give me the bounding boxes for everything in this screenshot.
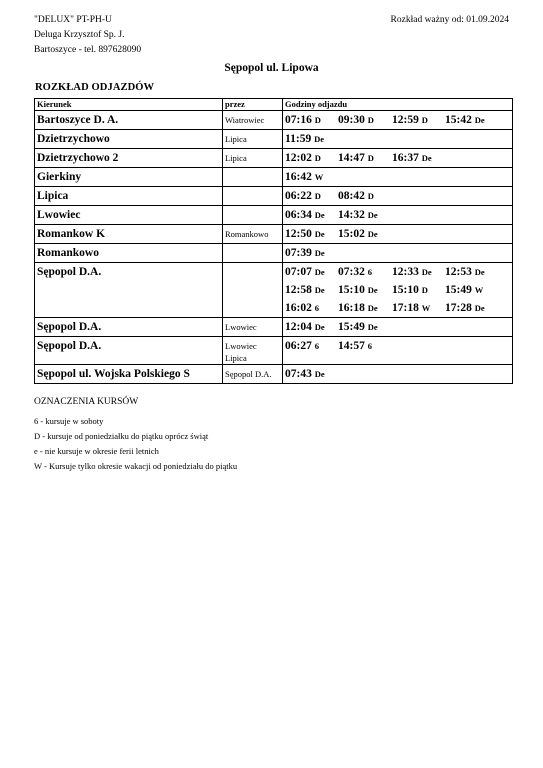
departure-times-cell [283, 337, 513, 365]
departure-time [445, 299, 485, 317]
direction-cell: Dzietrzychowo [35, 130, 223, 149]
time-value: 07:39 [285, 247, 312, 259]
departure-time [392, 111, 428, 129]
departure-time [338, 111, 374, 129]
company-owner: Deluga Krzysztof Sp. J. [34, 30, 125, 40]
departure-time [392, 149, 432, 167]
direction-cell: Dzietrzychowo 2 [35, 149, 223, 168]
legend-item: D - kursuje od poniedziałku do piątku oprócz świąt [34, 431, 209, 441]
via-cell [223, 187, 283, 206]
legend-list [34, 414, 237, 474]
via-stop: Lwowiec [225, 341, 257, 351]
via-stop: Lipica [225, 134, 247, 144]
departure-times-cell [283, 365, 513, 384]
table-header-row [35, 99, 513, 111]
via-cell [223, 244, 283, 263]
via-stop: Lipica [225, 153, 247, 163]
departure-times-cell [283, 149, 513, 168]
time-value: 06:34 [285, 209, 312, 221]
departure-time [285, 318, 325, 336]
departure-time [445, 111, 485, 129]
time-value: 08:42 [338, 190, 365, 202]
course-marker: 6 [314, 341, 319, 351]
time-value: 07:43 [285, 368, 312, 380]
departure-times-cell [283, 318, 513, 337]
course-marker: De [314, 248, 325, 258]
departure-times-cell [283, 168, 513, 187]
departure-time [285, 365, 325, 383]
course-marker: De [421, 153, 432, 163]
course-marker: D [367, 191, 374, 201]
course-marker: D [367, 115, 374, 125]
departure-time [285, 187, 321, 205]
via-cell [223, 130, 283, 149]
time-value: 17:28 [445, 302, 472, 314]
departure-time [285, 281, 325, 299]
course-marker: D [421, 285, 428, 295]
time-value: 12:58 [285, 284, 312, 296]
departure-time [392, 281, 428, 299]
direction-cell: Sępopol D.A. [35, 337, 223, 365]
via-stop: Lipica [225, 353, 247, 363]
course-marker: 6 [367, 341, 372, 351]
departure-time [285, 244, 325, 262]
via-cell [223, 263, 283, 318]
via-cell [223, 365, 283, 384]
departure-time [338, 149, 374, 167]
departure-time [338, 206, 378, 224]
via-cell [223, 225, 283, 244]
departure-time [445, 281, 483, 299]
time-line [285, 365, 512, 383]
departure-times-cell [283, 244, 513, 263]
time-line [285, 281, 512, 299]
time-value: 07:07 [285, 266, 312, 278]
departure-times-cell [283, 130, 513, 149]
time-value: 12:50 [285, 228, 312, 240]
direction-cell: Lwowiec [35, 206, 223, 225]
via-stop: Romankowo [225, 229, 269, 239]
table-row [35, 130, 513, 149]
time-line [285, 299, 512, 317]
departure-time [285, 299, 319, 317]
departure-time [392, 263, 432, 281]
course-marker: 6 [367, 267, 372, 277]
course-marker: De [314, 134, 324, 144]
via-cell [223, 337, 283, 365]
course-marker: De [474, 267, 485, 277]
table-row [35, 149, 513, 168]
course-marker: D [314, 191, 321, 201]
departure-time [285, 225, 325, 243]
direction-cell: Romankowo [35, 244, 223, 263]
time-value: 11:59 [285, 133, 312, 145]
course-marker: De [314, 285, 325, 295]
time-value: 15:02 [338, 228, 365, 240]
via-cell [223, 149, 283, 168]
course-marker: D [421, 115, 428, 125]
time-line [285, 130, 512, 148]
time-line [285, 206, 512, 224]
departure-times-cell [283, 111, 513, 130]
departure-times-cell [283, 225, 513, 244]
departure-time [285, 111, 321, 129]
company-contact: Bartoszyce - tel. 897628090 [34, 45, 142, 55]
departure-time [285, 149, 321, 167]
course-marker: De [421, 267, 432, 277]
departure-time [338, 187, 374, 205]
legend-item: 6 - kursuje w soboty [34, 416, 104, 426]
course-marker: De [367, 210, 378, 220]
table-row [35, 187, 513, 206]
time-value: 16:18 [338, 302, 365, 314]
table-body [35, 111, 513, 384]
time-value: 17:18 [392, 302, 419, 314]
time-value: 12:02 [285, 152, 312, 164]
departure-time [445, 263, 485, 281]
course-marker: De [474, 115, 485, 125]
column-header-times: Godziny odjazdu [283, 99, 513, 111]
table-row [35, 225, 513, 244]
time-line [285, 149, 512, 167]
time-line [285, 111, 512, 129]
time-value: 12:53 [445, 266, 472, 278]
time-value: 09:30 [338, 114, 365, 126]
table-row [35, 337, 513, 365]
departure-time [338, 337, 372, 355]
section-title: ROZKŁAD ODJAZDÓW [35, 82, 155, 93]
departure-table [34, 98, 513, 384]
course-marker: 6 [314, 303, 319, 313]
course-marker: De [367, 322, 378, 332]
time-value: 14:57 [338, 340, 365, 352]
direction-cell: Sępopol ul. Wojska Polskiego S [35, 365, 223, 384]
time-value: 14:47 [338, 152, 365, 164]
course-marker: De [367, 229, 378, 239]
time-value: 15:49 [338, 321, 365, 333]
direction-cell: Lipica [35, 187, 223, 206]
time-value: 15:10 [392, 284, 419, 296]
time-value: 12:04 [285, 321, 312, 333]
via-stop: Lwowiec [225, 322, 257, 332]
direction-cell: Bartoszyce D. A. [35, 111, 223, 130]
time-value: 16:42 [285, 171, 312, 183]
departure-time [285, 263, 325, 281]
time-line [285, 168, 512, 186]
course-marker: D [314, 115, 321, 125]
validity-date: Rozkład ważny od: 01.09.2024 [390, 15, 509, 25]
legend-item: W - Kursuje tylko okresie wakacji od poniedziału do piątku [34, 461, 238, 471]
departure-times-cell [283, 206, 513, 225]
column-header-direction: Kierunek [35, 99, 223, 111]
time-line [285, 318, 512, 336]
time-value: 16:37 [392, 152, 419, 164]
time-line [285, 225, 512, 243]
time-value: 12:59 [392, 114, 419, 126]
via-cell [223, 111, 283, 130]
course-marker: De [314, 229, 325, 239]
course-marker: W [314, 172, 324, 182]
table-row [35, 168, 513, 187]
via-cell [223, 318, 283, 337]
departure-time [285, 337, 319, 355]
time-value: 06:27 [285, 340, 312, 352]
course-marker: De [314, 210, 325, 220]
table-row [35, 365, 513, 384]
time-value: 07:16 [285, 114, 312, 126]
legend-title: OZNACZENIA KURSÓW [34, 397, 139, 407]
course-marker: De [367, 285, 378, 295]
course-marker: D [367, 153, 374, 163]
company-name: "DELUX" PT-PH-U [34, 15, 112, 25]
course-marker: De [474, 303, 485, 313]
via-cell [223, 206, 283, 225]
time-value: 15:49 [445, 284, 472, 296]
departure-time [338, 281, 378, 299]
legend-item: e - nie kursuje w okresie ferii letnich [34, 446, 159, 456]
course-marker: De [314, 322, 325, 332]
table-row [35, 263, 513, 318]
course-marker: De [314, 369, 325, 379]
direction-cell: Sępopol D.A. [35, 318, 223, 337]
direction-cell: Gierkiny [35, 168, 223, 187]
time-line [285, 337, 512, 355]
time-line [285, 187, 512, 205]
time-value: 15:42 [445, 114, 472, 126]
course-marker: D [314, 153, 321, 163]
table-row [35, 206, 513, 225]
time-value: 16:02 [285, 302, 312, 314]
time-value: 14:32 [338, 209, 365, 221]
course-marker: W [421, 303, 431, 313]
time-value: 07:32 [338, 266, 365, 278]
column-header-via: przez [223, 99, 283, 111]
departure-times-cell [283, 263, 513, 318]
departure-time [338, 318, 378, 336]
table-row [35, 244, 513, 263]
departure-time [285, 206, 325, 224]
time-value: 15:10 [338, 284, 365, 296]
table-row [35, 318, 513, 337]
course-marker: De [367, 303, 378, 313]
via-stop: Sępopol D.A. [225, 369, 272, 379]
departure-time [285, 168, 323, 186]
time-line [285, 263, 512, 281]
via-stop: Wiatrowiec [225, 115, 265, 125]
table-row [35, 111, 513, 130]
via-cell [223, 168, 283, 187]
course-marker: W [474, 285, 484, 295]
departure-time [338, 299, 378, 317]
direction-cell: Sępopol D.A. [35, 263, 223, 318]
departure-time [338, 263, 372, 281]
course-marker: De [314, 267, 325, 277]
time-line [285, 244, 512, 262]
time-value: 06:22 [285, 190, 312, 202]
company-info [34, 13, 141, 58]
departure-time [392, 299, 430, 317]
stop-name: Sępopol ul. Lipowa [224, 62, 319, 74]
departure-time [285, 130, 324, 148]
time-value: 12:33 [392, 266, 419, 278]
direction-cell: Romankow K [35, 225, 223, 244]
departure-times-cell [283, 187, 513, 206]
departure-time [338, 225, 378, 243]
